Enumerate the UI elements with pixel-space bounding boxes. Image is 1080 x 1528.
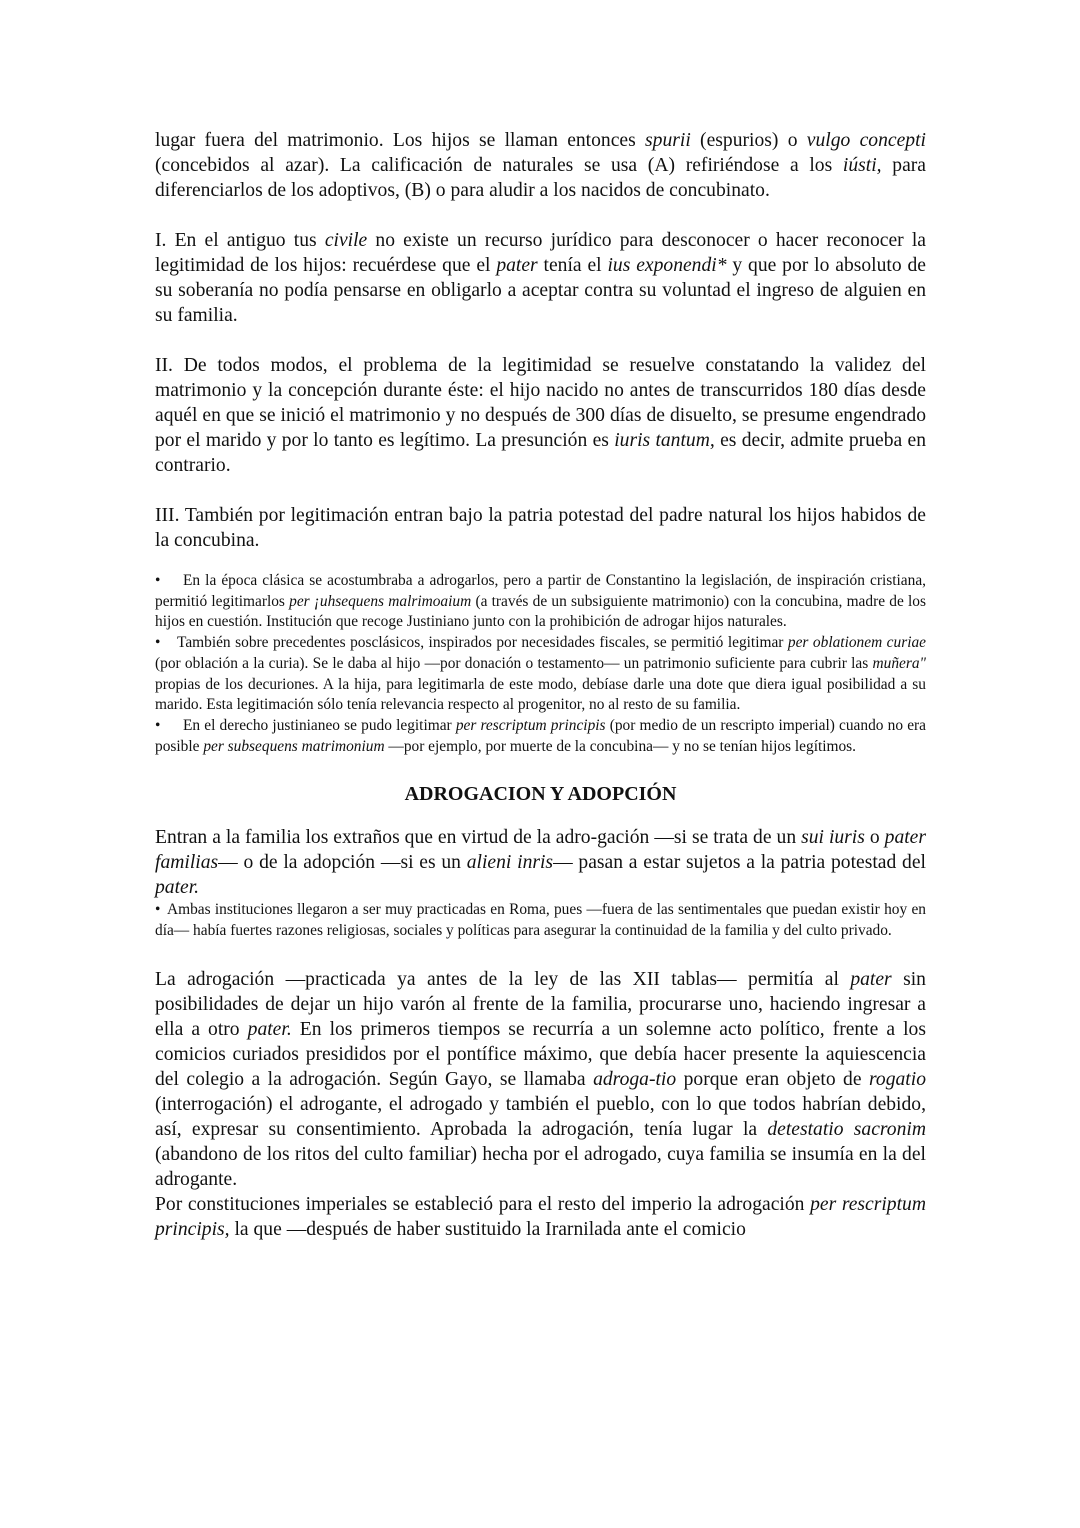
italic-term: alieni inris [466, 852, 554, 874]
italic-term: iústi, [842, 155, 882, 176]
italic-term: per ¡uhsequens malrimoaium [289, 592, 472, 610]
paragraph-roman-numeral-iii: III. También por legitimación entran bajo la patria potestad del padre natural los hijos habidos de la concubina. [155, 505, 926, 551]
bullet-item [155, 633, 926, 716]
italic-term: civile [324, 230, 368, 251]
italic-term: per rescriptum principis [455, 716, 606, 734]
section-heading: ADROGACION Y ADOPCIÓN [404, 783, 677, 806]
bullet-text: También sobre precedentes posclásicos, inspirados por necesidades fiscales, se permitió legitimar per oblationem curiae (por oblación a la curia). Se le daba al hijo —por donación o testamento— un patrimonio suficiente para cubrir las muñera" propias de los decuriones. A la hija, para legitimarla de este modo, debíase darle una dote que diera igual posibilidad a su marido. Esta legitimación sólo tenía relevancia respecto al progenitor, no al resto de su familia. [155, 634, 927, 714]
paragraph-adrogation: La adrogación —practicada ya antes de la ley de las XII tablas— permitía al pater sin posibilidades de dejar un hijo varón al frente de la familia, procurarse uno, haciendo ingresar a ella a otro pater. En los primeros tiempos se recurría a un solemne acto político, frente a los comicios curiados presididos por el pontífice máximo, que debía hacer presente la aquiescencia del colegio a la adrogación. Según Gayo, se llamaba adroga-tio porque eran objeto de rogatio (interrogación) el adrogante, el adrogado y también el pueblo, con lo que todos habrían debido, así, expresar su consentimiento. Aprobada la adrogación, tenía lugar la detestatio sacronim (abandono de los ritos del culto familiar) hecha por el adrogado, cuya familia se insumía en la del adrogante. [155, 968, 926, 1190]
italic-term: detestatio sacronim [767, 1118, 926, 1140]
italic-term: pater. [155, 877, 200, 899]
italic-term: sui iuris [801, 827, 865, 849]
italic-term: adroga-tio [593, 1068, 677, 1090]
bullet-item [155, 571, 926, 633]
italic-term: spurii [645, 130, 691, 151]
bullet-icon: • [155, 572, 161, 589]
italic-term: per oblationem curiae [787, 634, 927, 652]
italic-term: ius exponendi* [607, 255, 727, 276]
bullet-text: En la época clásica se acostumbraba a adrogarlos, pero a partir de Constantino la legislación, de inspiración cristiana, permitió legitimarlos per ¡uhsequens malrimoaium (a través de un subsiguiente matrimonio) con la concubina, madre de los hijos en cuestión. Institución que recoge Justiniano junto con la prohibición de adrogar hijos naturales. [155, 572, 926, 631]
paragraph-imperial-constitutions: Por constituciones imperiales se estableció para el resto del imperio la adrogación per rescriptum principis, la que —después de haber sustituido la Irarnilada ante el comicio [155, 1193, 926, 1240]
paragraph-filiation-intro: lugar fuera del matrimonio. Los hijos se llaman entonces spurii (espurios) o vulgo concepti (concebidos al azar). La calificación de naturales se usa (A) refiriéndose a los iústi, para diferenciarlos de los adoptivos, (B) o para aludir a los nacidos de concubinato. [155, 130, 926, 201]
paragraph-roman-numeral-i: I. En el antiguo tus civile no existe un recurso jurídico para desconocer o hacer reconocer la legitimidad de los hijos: recuérdese que el pater tenía el ius exponendi* y que por lo absoluto de su soberanía no podía pensarse en obligarlo a aceptar contra su voluntad el ingreso de alguien en su familia. [155, 230, 926, 326]
bullet-icon: • [155, 716, 161, 734]
bullet-icon: • [155, 634, 161, 652]
note-both-institutions [155, 900, 926, 941]
bullet-icon: • [155, 901, 161, 919]
italic-term: pater [850, 968, 892, 990]
legitimation-bullet-list [155, 571, 926, 757]
italic-term: pater. [247, 1018, 292, 1040]
document-page [155, 128, 926, 1242]
bullet-text: En el derecho justinianeo se pudo legitimar per rescriptum principis (por medio de un rescripto imperial) cuando no era posible per subsequens matrimonium —por ejemplo, por muerte de la concubina— y no se tenían hijos legítimos. [155, 716, 926, 755]
italic-term: iuris tantum, [614, 430, 715, 451]
italic-term: pater [496, 255, 538, 276]
italic-term: vulgo concepti [806, 130, 926, 151]
italic-term: rogatio [869, 1068, 926, 1090]
paragraph-adoption-intro: Entran a la familia los extraños que en virtud de la adro-gación —si se trata de un sui iuris o pater familias— o de la adopción —si es un alieni inris— pasan a estar sujetos a la patria potestad del pater. [155, 827, 926, 899]
italic-term: pater familias [155, 827, 926, 874]
bullet-item [155, 716, 926, 757]
paragraph-roman-numeral-ii: II. De todos modos, el problema de la legitimidad se resuelve constatando la validez del matrimonio y la concepción durante éste: el hijo nacido no antes de transcurridos 180 días desde aquél en que se inició el matrimonio y no después de 300 días de disuelto, se presume engendrado por el marido y por lo tanto es legítimo. La presunción es iuris tantum, es decir, admite prueba en contrario. [155, 355, 926, 476]
note-text: Ambas instituciones llegaron a ser muy practicadas en Roma, pues —fuera de las sentimentales que puedan existir hoy en día— había fuertes razones religiosas, sociales y políticas para asegurar la continuidad de la familia y del culto privado. [155, 901, 926, 940]
italic-term: per subsequens matrimonium [203, 737, 385, 755]
italic-term: per rescriptum principis, [155, 1193, 926, 1240]
italic-term: muñera" [872, 654, 926, 672]
